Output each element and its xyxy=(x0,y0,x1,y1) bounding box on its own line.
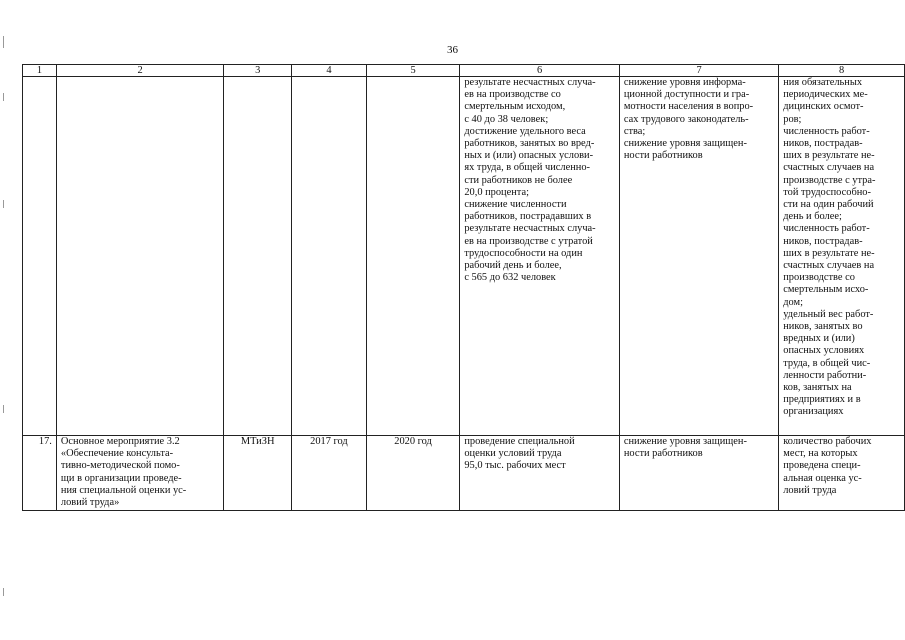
executor-cell xyxy=(224,77,292,436)
end-year-cell: 2020 год xyxy=(366,436,460,511)
column-number: 7 xyxy=(619,65,778,77)
event-cell xyxy=(56,77,223,436)
page-number: 36 xyxy=(447,44,458,56)
column-number: 1 xyxy=(23,65,57,77)
indicators-cell: ния обязательных периодических ме- дицинских осмот- ров; численность работ- ников, пострадав- ших в результате не- счастных случаев на производстве с утра- той трудоспособно- сти на один рабочий день и более; численность работ- ников, пострадав- ших в результате не- счастных случаев на производстве со смертельным исхо- дом; удельный вес работ- ников, занятых во вредных и (или) опасных условиях труда, в общей чис- ленности работни- ков, занятых на предприятиях и в организациях xyxy=(779,77,905,436)
start-year-cell: 2017 год xyxy=(292,436,367,511)
start-year-cell xyxy=(292,77,367,436)
consequences-cell: снижение уровня информа- ционной доступности и гра- мотности населения в вопро- сах трудового законодатель- ства; снижение уровня защищен- ности работников xyxy=(619,77,778,436)
expected-result-cell: результате несчастных случа- ев на производстве со смертельным исходом, с 40 до 38 человек; достижение удельного веса работников, занятых во вред- ных и (или) опасных услови- ях труда, в общей численно- сти работников не более 20,0 процента; снижение численности работников, пострадавших в результате несчастных случа- ев на производстве с утратой трудоспособности на один рабочий день и более, с 565 до 632 человек xyxy=(460,77,620,436)
column-number: 8 xyxy=(779,65,905,77)
margin-mark xyxy=(3,93,4,101)
column-number: 4 xyxy=(292,65,367,77)
table-row xyxy=(23,436,905,511)
column-number: 5 xyxy=(366,65,460,77)
table-row xyxy=(23,77,905,436)
column-number: 2 xyxy=(56,65,223,77)
indicators-cell: количество рабочих мест, на которых проведена специ- альная оценка ус- ловий труда xyxy=(779,436,905,511)
event-cell: Основное мероприятие 3.2 «Обеспечение консульта- тивно-методической помо- щи в организации проведе- ния специальной оценки ус- ловий труда» xyxy=(56,436,223,511)
column-number: 3 xyxy=(224,65,292,77)
end-year-cell xyxy=(366,77,460,436)
executor-cell: МТиЗН xyxy=(224,436,292,511)
row-number-cell: 17. xyxy=(23,436,57,511)
expected-result-cell: проведение специальной оценки условий труда 95,0 тыс. рабочих мест xyxy=(460,436,620,511)
margin-mark xyxy=(3,405,4,413)
margin-mark xyxy=(3,588,4,596)
program-table xyxy=(22,64,905,511)
column-number: 6 xyxy=(460,65,620,77)
row-number-cell xyxy=(23,77,57,436)
column-number-row xyxy=(23,65,905,77)
consequences-cell: снижение уровня защищен- ности работников xyxy=(619,436,778,511)
margin-mark xyxy=(3,200,4,208)
